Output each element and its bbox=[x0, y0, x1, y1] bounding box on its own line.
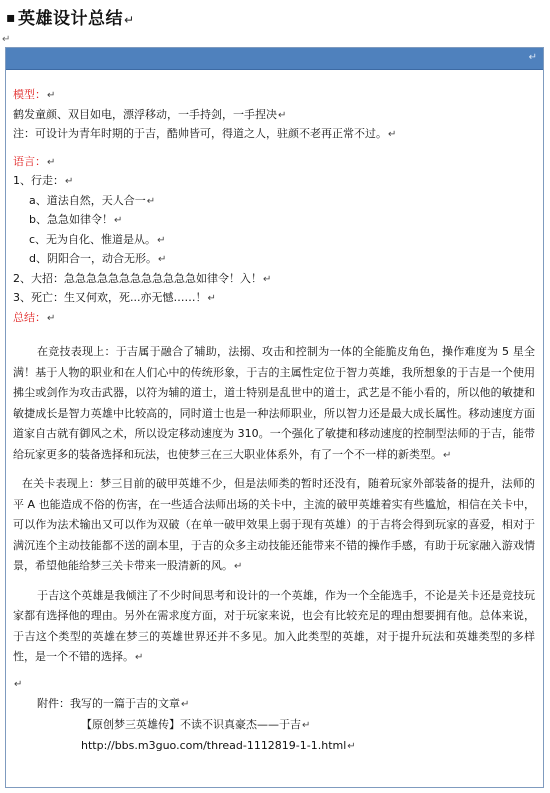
model-line-2: 注：可设计为青年时期的于吉，酷帅皆可，得道之人，驻颜不老再正常不过。↵ bbox=[13, 127, 397, 140]
cell-mark-icon: ↵ bbox=[528, 52, 537, 63]
summary-paragraph-3: 于吉这个英雄是我倾注了不少时间思考和设计的一个英雄，作为一个全能选手，不论是关卡还是竞技玩家都有选择他的理由。另外在需求度方面，对于玩家来说，也会有比较充足的理由想要拥有他。总体来说，于吉这个类型的英雄在梦三的英雄世界还并不多见。加入此类型的英雄，对于提升玩法和英雄类型的多样性，是一个不错的选择。↵ bbox=[13, 588, 535, 663]
table-header-bar bbox=[6, 48, 543, 70]
death-line: 3、死亡：生又何欢，死...亦无憾……！↵ bbox=[13, 291, 216, 304]
attachment-title-link[interactable]: 【原创梦三英雄传】不读不识真豪杰——于吉↵ bbox=[81, 718, 311, 731]
model-line-1: 鹤发童颜、双目如电，漂浮移动，一手持剑，一手捏决↵ bbox=[13, 107, 287, 121]
title-text: 英雄设计总结 bbox=[18, 9, 123, 29]
empty-paragraph: ↵ bbox=[14, 678, 23, 690]
paragraph-mark-icon: ↵ bbox=[124, 13, 135, 27]
walk-line-a: a、道法自然，天人合一↵ bbox=[29, 193, 156, 207]
summary-paragraph-1: 在竞技表现上：于吉属于融合了辅助，法搦、攻击和控制为一体的全能脆皮角色，操作难度为 5 星全满！基于人物的职业和在人们心中的传统形象，于吉的主属性定位于智力英雄，我所想象的于吉是一个使用拂尘或剑作为攻击武器，以符为辅的道士，道士特别是乱世中的道士，武艺是不能小看的，所以他的敏捷和敏捷成长是智力英雄中比较高的，同时道士也是一种法师职业，所以智力还是最大成长属性。移动速度方面道家自古就有御风之术，所以设定移动速度为 310。一个强化了敏捷和移动速度的控制型法师的于吉，能带给玩家更多的装备选择和玩法，也使梦三在三大职业体系外，有了一个不一样的新类型。↵ bbox=[13, 345, 535, 461]
table-body bbox=[6, 70, 543, 757]
attachment-url-link[interactable]: http://bbs.m3guo.com/thread-1112819-1-1.html↵ bbox=[81, 739, 356, 752]
walk-label: 1、行走：↵ bbox=[13, 174, 74, 187]
anchor-icon: ↵ bbox=[2, 34, 11, 45]
speech-section-label: 语言：↵ bbox=[13, 154, 56, 168]
model-section-label: 模型：↵ bbox=[13, 88, 56, 101]
document-title bbox=[6, 4, 135, 29]
content-table bbox=[5, 47, 544, 788]
ult-line: 2、大招：急急急急急急急急急急急急如律令！入！↵ bbox=[13, 271, 272, 285]
summary-paragraph-2: 在关卡表现上：梦三目前的破甲英雄不少，但是法师类的暂时还没有，随着玩家外部装备的提升，法师的平 A 也能造成不俗的伤害，在一些适合法师出场的关卡中，主流的破甲英雄着实有些尴尬，相信在关卡中，可以作为法术输出又可以作为双破（在单一破甲效果上弱于现有英雄）的于吉将会得到玩家的喜爱，相对于满沉连个主动技能都不送的副本里，于吉的众多主动技能还能带来不错的操作手感，有助于玩家融入游戏情景，希望他能给梦三关卡带来一股清新的风。↵ bbox=[13, 477, 535, 572]
bullet-icon: ▪ bbox=[6, 10, 16, 26]
attachment-label: 附件：我写的一篇于吉的文章↵ bbox=[37, 697, 190, 710]
walk-line-b: b、急急如律令！↵ bbox=[29, 213, 123, 226]
walk-line-c: c、无为自化、惟道是从。↵ bbox=[29, 232, 166, 246]
walk-line-d: d、阴阳合一，动合无形。↵ bbox=[29, 252, 167, 265]
summary-section-label: 总结：↵ bbox=[13, 310, 56, 324]
